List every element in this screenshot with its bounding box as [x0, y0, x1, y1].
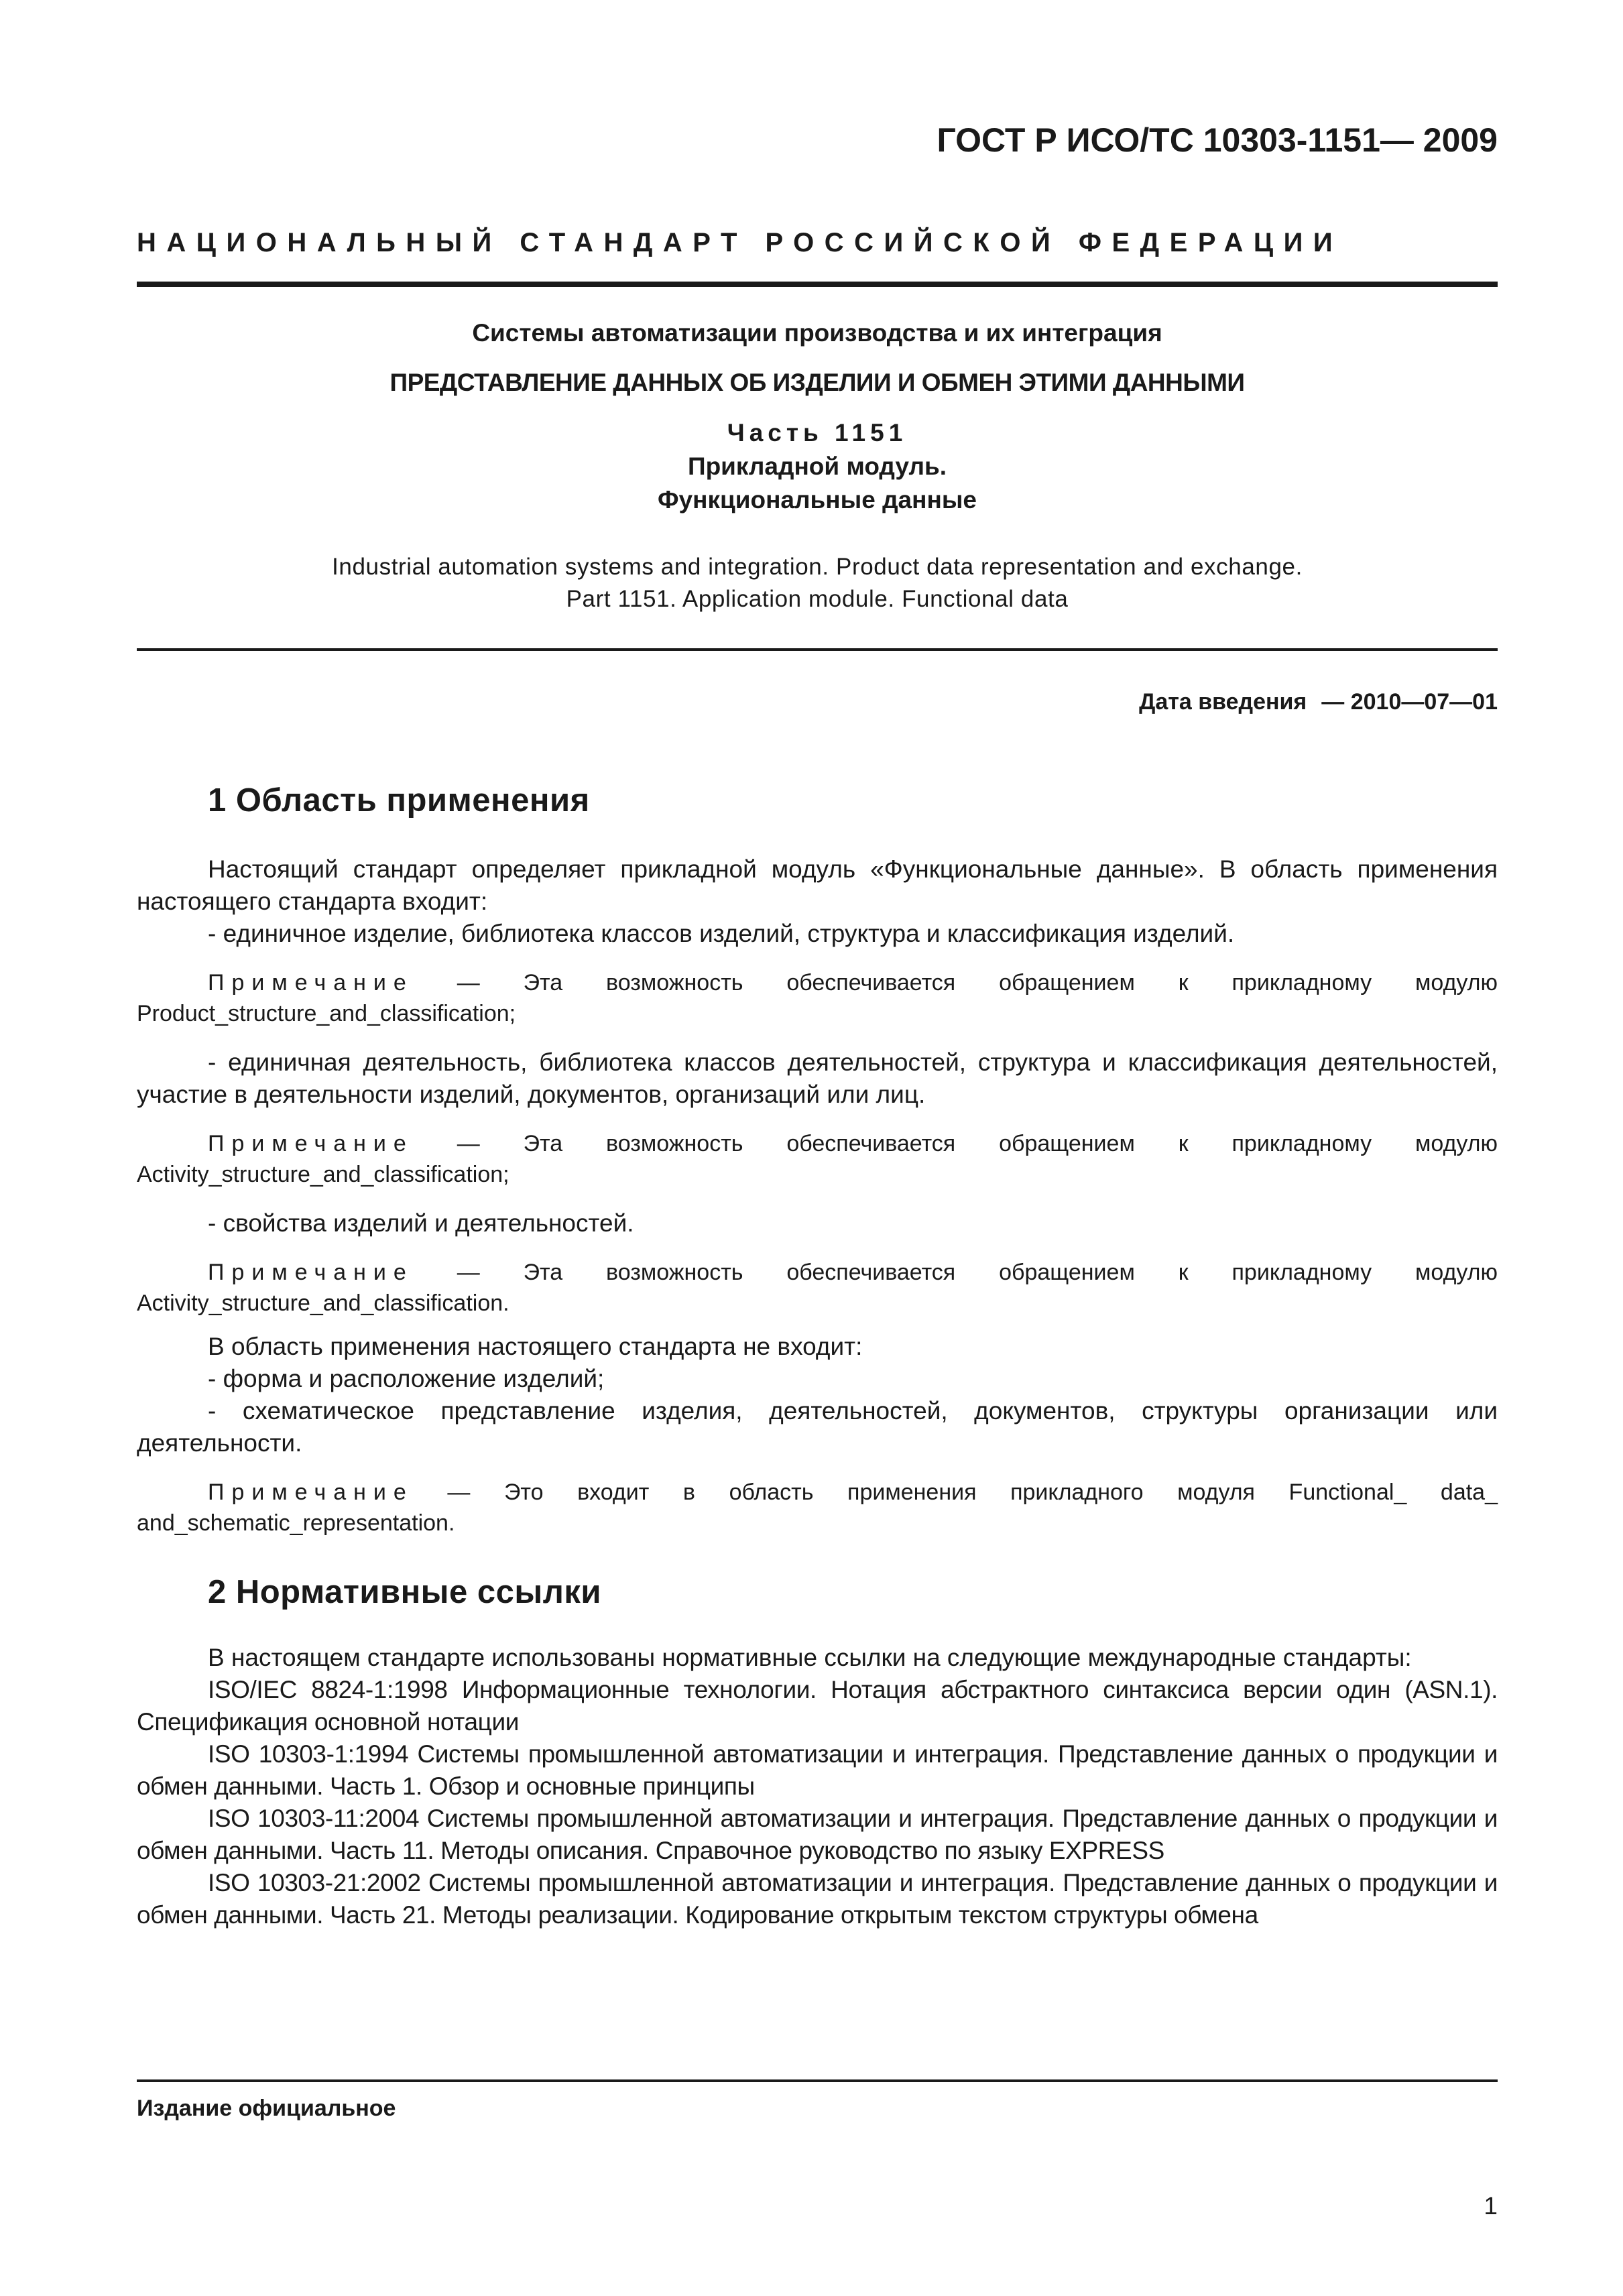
note-text: — Эта возможность обеспечивается обращением к прикладному модулю Product_structure_and_classification; [137, 970, 1498, 1026]
introduction-date-label: Дата введения [1139, 689, 1307, 715]
section-1-note-1 [137, 967, 1498, 1029]
title-line-2: ПРЕДСТАВЛЕНИЕ ДАННЫХ ОБ ИЗДЕЛИИ И ОБМЕН ЭТИМИ ДАННЫМИ [389, 369, 1245, 396]
note-text: — Это входит в область применения прикладного модуля Functional_ data_ and_schematic_representation. [137, 1479, 1498, 1536]
english-title-line-1: Industrial automation systems and integration. Product data representation and exchange. [332, 554, 1303, 580]
note-label: Примечание [208, 970, 414, 995]
normative-reference-4: ISO 10303-21:2002 Системы промышленной автоматизации и интеграция. Представление данных о продукции и обмен данными. Часть 21. Методы реализации. Кодирование открытым текстом структуры обмена [137, 1869, 1498, 1929]
section-1-item-5: - схематическое представление изделия, деятельностей, документов, структуры организации или деятельности. [137, 1397, 1498, 1457]
section-2-paragraph-1: В настоящем стандарте использованы нормативные ссылки на следующие международные стандарты: [208, 1644, 1412, 1671]
section-1-paragraph-1: Настоящий стандарт определяет прикладной модуль «Функциональные данные». В область применения настоящего стандарта входит: [137, 855, 1498, 915]
section-1-item-4: - форма и расположение изделий; [208, 1365, 605, 1392]
title-line-5: Функциональные данные [657, 486, 977, 513]
section-1-paragraph-2: В область применения настоящего стандарта не входит: [208, 1333, 863, 1360]
footer-divider [137, 2079, 1498, 2082]
introduction-date [1139, 689, 1498, 715]
title-line-4: Прикладной модуль. [687, 452, 947, 480]
section-1-item-2: - единичная деятельность, библиотека классов деятельностей, структура и классификация деятельностей, участие в деятельности изделий, документов, организаций или лиц. [137, 1048, 1498, 1108]
section-1-note-2 [137, 1128, 1498, 1190]
header-divider [137, 282, 1498, 287]
section-2-heading: 2 Нормативные ссылки [208, 1574, 601, 1610]
section-1-note-3 [137, 1257, 1498, 1319]
official-edition-label: Издание официальное [137, 2096, 396, 2121]
document-code: ГОСТ Р ИСО/ТС 10303-1151— 2009 [937, 121, 1498, 159]
normative-reference-3: ISO 10303-11:2004 Системы промышленной автоматизации и интеграция. Представление данных о продукции и обмен данными. Часть 11. Методы описания. Справочное руководство по языку EXPRESS [137, 1805, 1498, 1864]
section-1-item-3: - свойства изделий и деятельностей. [208, 1209, 634, 1237]
national-standard-title: НАЦИОНАЛЬНЫЙ СТАНДАРТ РОССИЙСКОЙ ФЕДЕРАЦИИ [137, 228, 1343, 257]
page-number: 1 [1484, 2192, 1498, 2220]
main-body [137, 784, 1498, 1931]
note-text: — Эта возможность обеспечивается обращением к прикладному модулю Activity_structure_and_classification; [137, 1131, 1498, 1187]
introduction-date-value: — 2010—07—01 [1321, 689, 1498, 715]
section-1-note-4 [137, 1477, 1498, 1538]
note-label: Примечание [208, 1479, 414, 1505]
english-title-line-2: Part 1151. Application module. Functional data [566, 586, 1069, 612]
english-title [137, 551, 1498, 615]
section-1-item-1: - единичное изделие, библиотека классов изделий, структура и классификация изделий. [208, 920, 1235, 947]
normative-reference-2: ISO 10303-1:1994 Системы промышленной автоматизации и интеграция. Представление данных о продукции и обмен данными. Часть 1. Обзор и основные принципы [137, 1740, 1498, 1800]
note-label: Примечание [208, 1260, 414, 1285]
normative-reference-1: ISO/IEC 8824-1:1998 Информационные технологии. Нотация абстрактного синтаксиса версии один (ASN.1). Спецификация основной нотации [137, 1676, 1498, 1736]
title-divider [137, 648, 1498, 651]
part-number: Часть 1151 [727, 419, 908, 446]
section-1-heading: 1 Область применения [208, 782, 590, 819]
note-text: — Эта возможность обеспечивается обращением к прикладному модулю Activity_structure_and_classification. [137, 1260, 1498, 1316]
note-label: Примечание [208, 1131, 414, 1156]
title-line-1: Системы автоматизации производства и их интеграция [472, 319, 1162, 347]
